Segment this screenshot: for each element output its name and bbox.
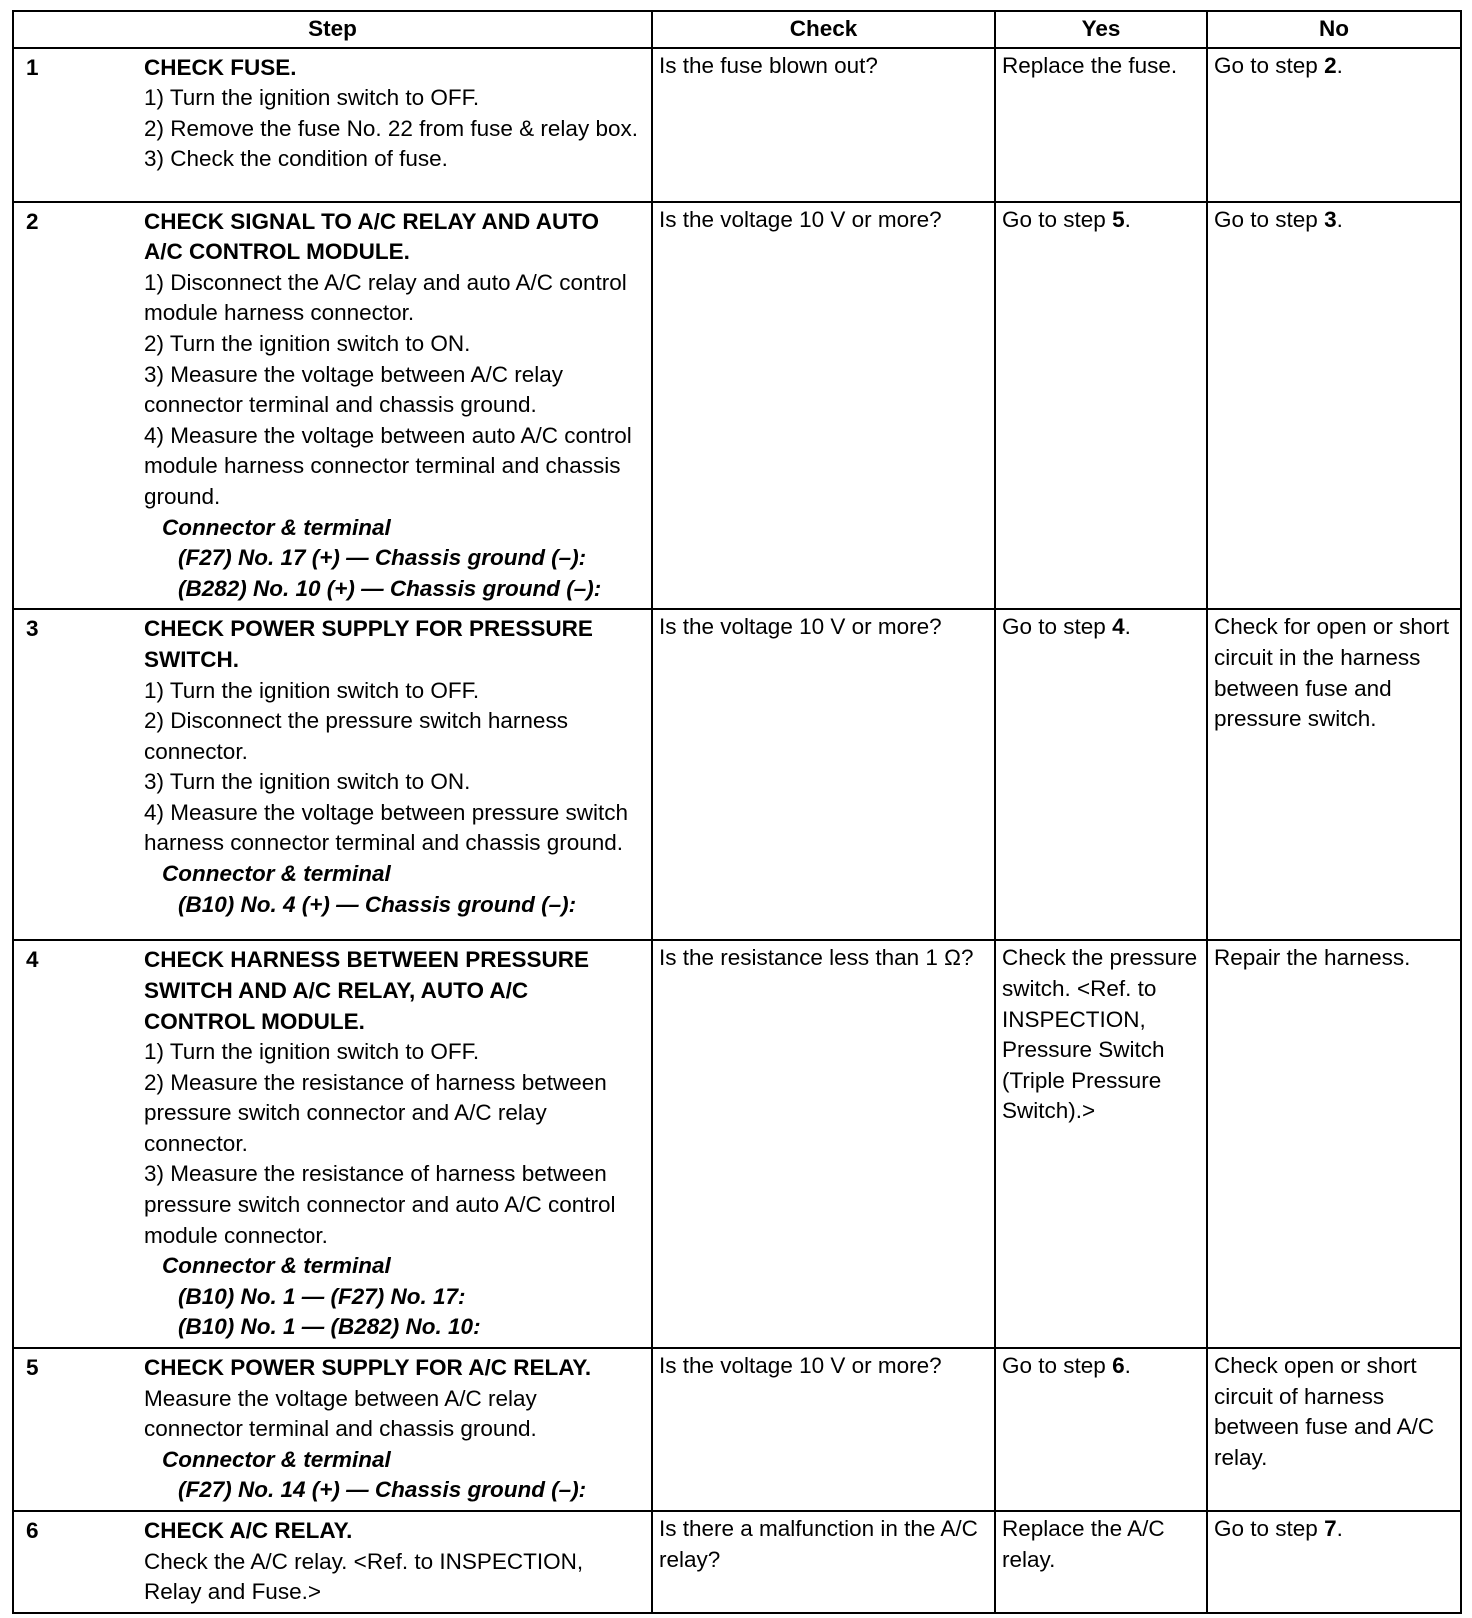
no-cell — [1207, 1511, 1461, 1613]
step-cell — [13, 1511, 652, 1613]
check-cell: Is the voltage 10 V or more? — [652, 1348, 995, 1511]
diagnostic-table — [12, 10, 1462, 1614]
instruction: 2) Disconnect the pressure switch harness connector. — [144, 708, 568, 764]
step-number: 2 — [26, 208, 39, 234]
yes-cell — [995, 609, 1207, 940]
step-cell — [13, 1348, 652, 1511]
check-cell: Is there a malfunction in the A/C relay? — [652, 1511, 995, 1613]
connector-heading: Connector & terminal — [162, 1253, 391, 1279]
table-row — [13, 202, 1461, 610]
step-cell — [13, 940, 652, 1348]
no-step-ref: 2 — [1324, 52, 1337, 78]
instruction: 1) Turn the ignition switch to OFF. — [144, 677, 480, 703]
instruction: 4) Measure the voltage between auto A/C control module harness connector terminal and chassis ground. — [144, 422, 632, 509]
step-cell — [13, 48, 652, 202]
step-title: CHECK HARNESS BETWEEN PRESSURE SWITCH AND A/C RELAY, AUTO A/C CONTROL MODULE. — [144, 947, 590, 1034]
table-row — [13, 940, 1461, 1348]
instruction: 3) Measure the resistance of harness between pressure switch connector and auto A/C control module connector. — [144, 1161, 616, 1248]
connector-heading: Connector & terminal — [162, 1446, 391, 1472]
instruction: 3) Turn the ignition switch to ON. — [144, 769, 471, 795]
step-number: 6 — [26, 1518, 39, 1543]
yes-cell: Replace the A/C relay. — [995, 1511, 1207, 1613]
connector-heading: Connector & terminal — [162, 861, 391, 887]
no-cell: Check for open or short circuit in the harness between fuse and pressure switch. — [1207, 609, 1461, 940]
yes-cell — [995, 202, 1207, 610]
step-title: CHECK POWER SUPPLY FOR A/C RELAY. — [144, 1355, 592, 1381]
yes-text: Go to step — [1002, 614, 1113, 640]
no-end: . — [1336, 206, 1343, 232]
table-row — [13, 1348, 1461, 1511]
step-title: CHECK A/C RELAY. — [144, 1518, 353, 1543]
yes-step-ref: 5 — [1112, 206, 1125, 232]
step-number: 1 — [26, 54, 39, 80]
no-text: Go to step — [1214, 52, 1325, 78]
instruction: 1) Disconnect the A/C relay and auto A/C control module harness connector. — [144, 269, 627, 326]
check-cell: Is the fuse blown out? — [652, 48, 995, 202]
no-end: . — [1336, 52, 1343, 78]
connector-heading: Connector & terminal — [162, 514, 391, 540]
no-step-ref: 3 — [1324, 206, 1337, 232]
instruction: 3) Check the condition of fuse. — [144, 146, 448, 172]
no-step-ref: 7 — [1324, 1516, 1337, 1541]
step-title: CHECK SIGNAL TO A/C RELAY AND AUTO A/C CONTROL MODULE. — [144, 208, 600, 265]
yes-cell — [995, 1348, 1207, 1511]
instruction: 2) Remove the fuse No. 22 from fuse & relay box. — [144, 115, 638, 141]
connector-terminal: (F27) No. 17 (+) — Chassis ground (–): — [178, 545, 587, 571]
connector-terminal: (B282) No. 10 (+) — Chassis ground (–): — [178, 575, 602, 601]
table-row — [13, 48, 1461, 202]
yes-step-ref: 6 — [1112, 1353, 1125, 1379]
step-number: 4 — [26, 947, 39, 973]
table-row — [13, 609, 1461, 940]
header-check: Check — [652, 11, 995, 48]
yes-end: . — [1124, 1353, 1131, 1379]
instruction: 2) Measure the resistance of harness between pressure switch connector and A/C relay connector. — [144, 1069, 607, 1156]
check-cell: Is the voltage 10 V or more? — [652, 609, 995, 940]
no-cell: Check open or short circuit of harness between fuse and A/C relay. — [1207, 1348, 1461, 1511]
yes-end: . — [1124, 206, 1131, 232]
header-no: No — [1207, 11, 1461, 48]
step-cell — [13, 609, 652, 940]
step-cell — [13, 202, 652, 610]
no-cell: Repair the harness. — [1207, 940, 1461, 1348]
yes-text: Go to step — [1002, 1353, 1113, 1379]
connector-terminal: (B10) No. 1 — (B282) No. 10: — [178, 1314, 481, 1340]
no-cell — [1207, 202, 1461, 610]
instruction: 3) Measure the voltage between A/C relay connector terminal and chassis ground. — [144, 361, 563, 418]
yes-end: . — [1124, 614, 1131, 640]
step-title: CHECK POWER SUPPLY FOR PRESSURE SWITCH. — [144, 616, 593, 672]
connector-terminal: (B10) No. 4 (+) — Chassis ground (–): — [178, 891, 577, 917]
table-row — [13, 1511, 1461, 1613]
instruction: Measure the voltage between A/C relay connector terminal and chassis ground. — [144, 1385, 537, 1442]
header-row — [13, 11, 1461, 48]
header-yes: Yes — [995, 11, 1207, 48]
instruction: Check the A/C relay. <Ref. to INSPECTION, Relay and Fuse.> — [144, 1548, 584, 1605]
instruction: 4) Measure the voltage between pressure switch harness connector terminal and chassis ground. — [144, 799, 629, 856]
header-step: Step — [13, 11, 652, 48]
connector-terminal: (B10) No. 1 — (F27) No. 17: — [178, 1283, 466, 1309]
instruction: 1) Turn the ignition switch to OFF. — [144, 1039, 480, 1065]
instruction: 2) Turn the ignition switch to ON. — [144, 330, 471, 356]
no-cell — [1207, 48, 1461, 202]
connector-terminal: (F27) No. 14 (+) — Chassis ground (–): — [178, 1477, 587, 1503]
instruction: 1) Turn the ignition switch to OFF. — [144, 85, 480, 111]
yes-cell: Check the pressure switch. <Ref. to INSPECTION, Pressure Switch (Triple Pressure Switch).> — [995, 940, 1207, 1348]
check-cell: Is the voltage 10 V or more? — [652, 202, 995, 610]
check-cell: Is the resistance less than 1 Ω? — [652, 940, 995, 1348]
step-number: 5 — [26, 1355, 39, 1381]
no-text: Go to step — [1214, 1516, 1325, 1541]
no-end: . — [1336, 1516, 1343, 1541]
step-number: 3 — [26, 616, 39, 642]
no-text: Go to step — [1214, 206, 1325, 232]
yes-cell: Replace the fuse. — [995, 48, 1207, 202]
step-title: CHECK FUSE. — [144, 54, 297, 80]
yes-step-ref: 4 — [1112, 614, 1125, 640]
yes-text: Go to step — [1002, 206, 1113, 232]
